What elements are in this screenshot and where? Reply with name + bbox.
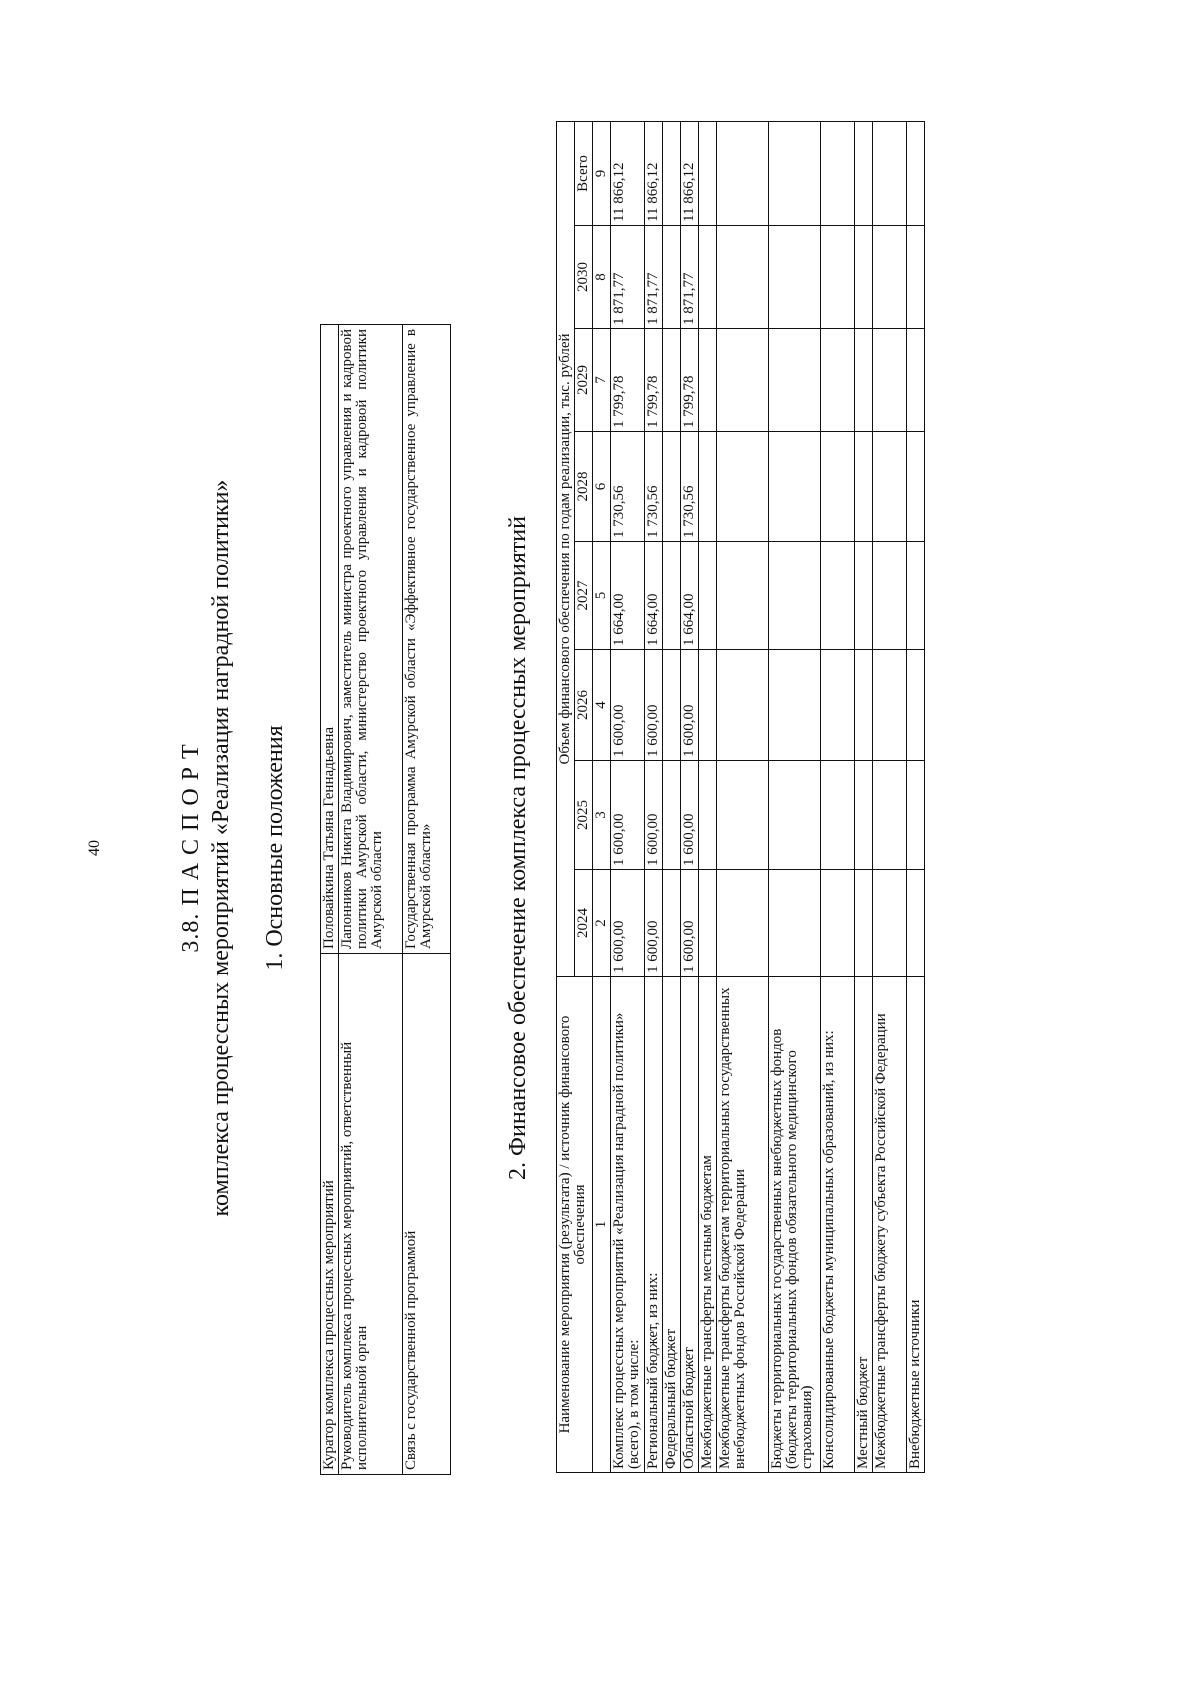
- source-name: Федеральный бюджет: [663, 977, 681, 1473]
- year-value: [907, 329, 925, 432]
- year-value: [717, 650, 769, 761]
- year-value: 1 799,78: [611, 329, 645, 432]
- year-value: [699, 761, 717, 870]
- year-value: [855, 870, 873, 977]
- source-name: Межбюджетные трансферты бюджету субъекта Российской Федерации: [873, 977, 907, 1473]
- header-row: [557, 121, 575, 1472]
- year-value: [821, 761, 855, 870]
- column-numbers-row: [593, 121, 611, 1472]
- year-value: [855, 226, 873, 329]
- year-value: [717, 870, 769, 977]
- total-value: 11 866,12: [645, 121, 663, 225]
- total-value: 11 866,12: [611, 121, 645, 225]
- financing-table-body: [611, 121, 925, 1472]
- year-value: 1 600,00: [681, 870, 699, 977]
- year-value: [769, 432, 821, 542]
- year-value: [907, 650, 925, 761]
- year-header: 2026: [575, 650, 593, 761]
- section1-heading: 1. Основные положения: [262, 725, 288, 971]
- year-value: [873, 870, 907, 977]
- total-value: [699, 121, 717, 225]
- year-value: 1 730,56: [611, 432, 645, 542]
- source-name: Областной бюджет: [681, 977, 699, 1473]
- year-value: [699, 542, 717, 650]
- table-row: [717, 121, 769, 1472]
- year-value: [907, 761, 925, 870]
- year-value: 1 730,56: [681, 432, 699, 542]
- passport-subtitle: комплекса процессных мероприятий «Реализация наградной политики»: [208, 479, 234, 1217]
- table-row: [611, 121, 645, 1472]
- table-row: [663, 121, 681, 1472]
- year-value: [699, 226, 717, 329]
- year-value: [855, 329, 873, 432]
- year-value: [717, 761, 769, 870]
- year-value: [699, 650, 717, 761]
- year-value: 1 600,00: [611, 650, 645, 761]
- column-number: 9: [593, 121, 611, 225]
- name-column-header: Наименование мероприятия (результата) / источник финансового обеспечения: [557, 977, 593, 1473]
- source-name: Внебюджетные источники: [907, 977, 925, 1473]
- source-name: Бюджеты территориальных государственных внебюджетных фондов (бюджеты территориальных фондов обязательного медицинского страхования): [769, 977, 821, 1473]
- table-row: [855, 121, 873, 1472]
- column-number: 8: [593, 226, 611, 329]
- year-value: 1 730,56: [645, 432, 663, 542]
- year-value: 1 664,00: [681, 542, 699, 650]
- year-header: 2029: [575, 329, 593, 432]
- year-header: 2025: [575, 761, 593, 870]
- year-value: [663, 650, 681, 761]
- total-value: [717, 121, 769, 225]
- year-header: 2028: [575, 432, 593, 542]
- table-row: [769, 121, 821, 1472]
- table-row: [321, 325, 339, 1475]
- year-value: [699, 870, 717, 977]
- year-value: [663, 542, 681, 650]
- year-value: [717, 329, 769, 432]
- year-value: [907, 870, 925, 977]
- year-value: [769, 329, 821, 432]
- year-value: [907, 226, 925, 329]
- total-header: Всего: [575, 121, 593, 225]
- year-value: [663, 226, 681, 329]
- year-value: 1 799,78: [681, 329, 699, 432]
- column-number: 7: [593, 329, 611, 432]
- row-label: Куратор комплекса процессных мероприятий: [321, 954, 339, 1475]
- year-value: [821, 542, 855, 650]
- year-value: 1 600,00: [645, 650, 663, 761]
- page-number: 40: [86, 840, 103, 856]
- year-value: [769, 226, 821, 329]
- year-value: 1 664,00: [645, 542, 663, 650]
- column-number: 4: [593, 650, 611, 761]
- column-number: 6: [593, 432, 611, 542]
- table-row: [873, 121, 907, 1472]
- total-value: [855, 121, 873, 225]
- basic-provisions-table: [320, 324, 451, 1475]
- source-name: Региональный бюджет, из них:: [645, 977, 663, 1473]
- row-value: Половайкина Татьяна Геннадьевна: [321, 325, 339, 954]
- source-name: Консолидированные бюджеты муниципальных образований, из них:: [821, 977, 855, 1473]
- year-value: 1 600,00: [681, 761, 699, 870]
- year-value: 1 600,00: [681, 650, 699, 761]
- year-value: 1 871,77: [681, 226, 699, 329]
- year-value: [663, 761, 681, 870]
- year-value: [717, 542, 769, 650]
- row-label: Руководитель комплекса процессных мероприятий, ответственный исполнительной орган: [339, 954, 403, 1475]
- year-value: 1 799,78: [645, 329, 663, 432]
- year-value: [663, 870, 681, 977]
- year-value: [907, 432, 925, 542]
- volume-header: Объем финансового обеспечения по годам реализации, тыс. рублей: [557, 121, 575, 976]
- total-value: [907, 121, 925, 225]
- year-value: [873, 761, 907, 870]
- year-value: [873, 650, 907, 761]
- year-value: [821, 226, 855, 329]
- year-value: [663, 432, 681, 542]
- year-value: [855, 761, 873, 870]
- year-value: [699, 329, 717, 432]
- table-row: [821, 121, 855, 1472]
- year-value: [821, 870, 855, 977]
- year-value: 1 600,00: [611, 761, 645, 870]
- year-header: 2030: [575, 226, 593, 329]
- year-value: [873, 542, 907, 650]
- total-value: 11 866,12: [681, 121, 699, 225]
- column-number: 3: [593, 761, 611, 870]
- year-value: 1 871,77: [645, 226, 663, 329]
- year-value: [855, 432, 873, 542]
- source-name: Межбюджетные трансферты бюджетам территориальных государственных внебюджетных фондов Российской Федерации: [717, 977, 769, 1473]
- passport-title: 3.8. П А С П О Р Т: [178, 743, 204, 953]
- year-value: [769, 542, 821, 650]
- total-value: [663, 121, 681, 225]
- year-value: [855, 650, 873, 761]
- total-value: [873, 121, 907, 225]
- year-value: 1 600,00: [611, 870, 645, 977]
- year-header: 2027: [575, 542, 593, 650]
- table-row: [907, 121, 925, 1472]
- row-value: Лапонников Никита Владимирович, заместитель министра проектного управления и кадровой политики Амурской области, министерство проектного управления и кадровой политики Амурской области: [339, 325, 403, 954]
- year-value: [907, 542, 925, 650]
- column-number: 1: [593, 977, 611, 1473]
- year-value: [769, 650, 821, 761]
- source-name: Межбюджетные трансферты местным бюджетам: [699, 977, 717, 1473]
- year-value: [717, 432, 769, 542]
- year-value: [873, 329, 907, 432]
- table-row: [681, 121, 699, 1472]
- table-row: [403, 325, 451, 1475]
- table-row: [339, 325, 403, 1475]
- table-row: [645, 121, 663, 1472]
- total-value: [769, 121, 821, 225]
- section2-heading: 2. Финансовое обеспечение комплекса процессных мероприятий: [505, 516, 531, 1180]
- year-value: 1 871,77: [611, 226, 645, 329]
- table-row: [699, 121, 717, 1472]
- financing-table: [556, 121, 925, 1473]
- year-value: 1 600,00: [645, 870, 663, 977]
- year-header: 2024: [575, 870, 593, 977]
- year-value: [873, 432, 907, 542]
- year-value: [873, 226, 907, 329]
- year-value: [699, 432, 717, 542]
- row-label: Связь с государственной программой: [403, 954, 451, 1475]
- year-value: [821, 650, 855, 761]
- year-value: [769, 870, 821, 977]
- year-value: [769, 761, 821, 870]
- year-value: [663, 329, 681, 432]
- row-value: Государственная программа Амурской области «Эффективное государственное управление в Амурской области»: [403, 325, 451, 954]
- source-name: Местный бюджет: [855, 977, 873, 1473]
- column-number: 5: [593, 542, 611, 650]
- year-value: [821, 432, 855, 542]
- year-value: [717, 226, 769, 329]
- year-value: [821, 329, 855, 432]
- total-value: [821, 121, 855, 225]
- source-name: Комплекс процессных мероприятий «Реализация наградной политики» (всего), в том числе:: [611, 977, 645, 1473]
- year-value: 1 664,00: [611, 542, 645, 650]
- year-value: 1 600,00: [645, 761, 663, 870]
- column-number: 2: [593, 870, 611, 977]
- year-value: [855, 542, 873, 650]
